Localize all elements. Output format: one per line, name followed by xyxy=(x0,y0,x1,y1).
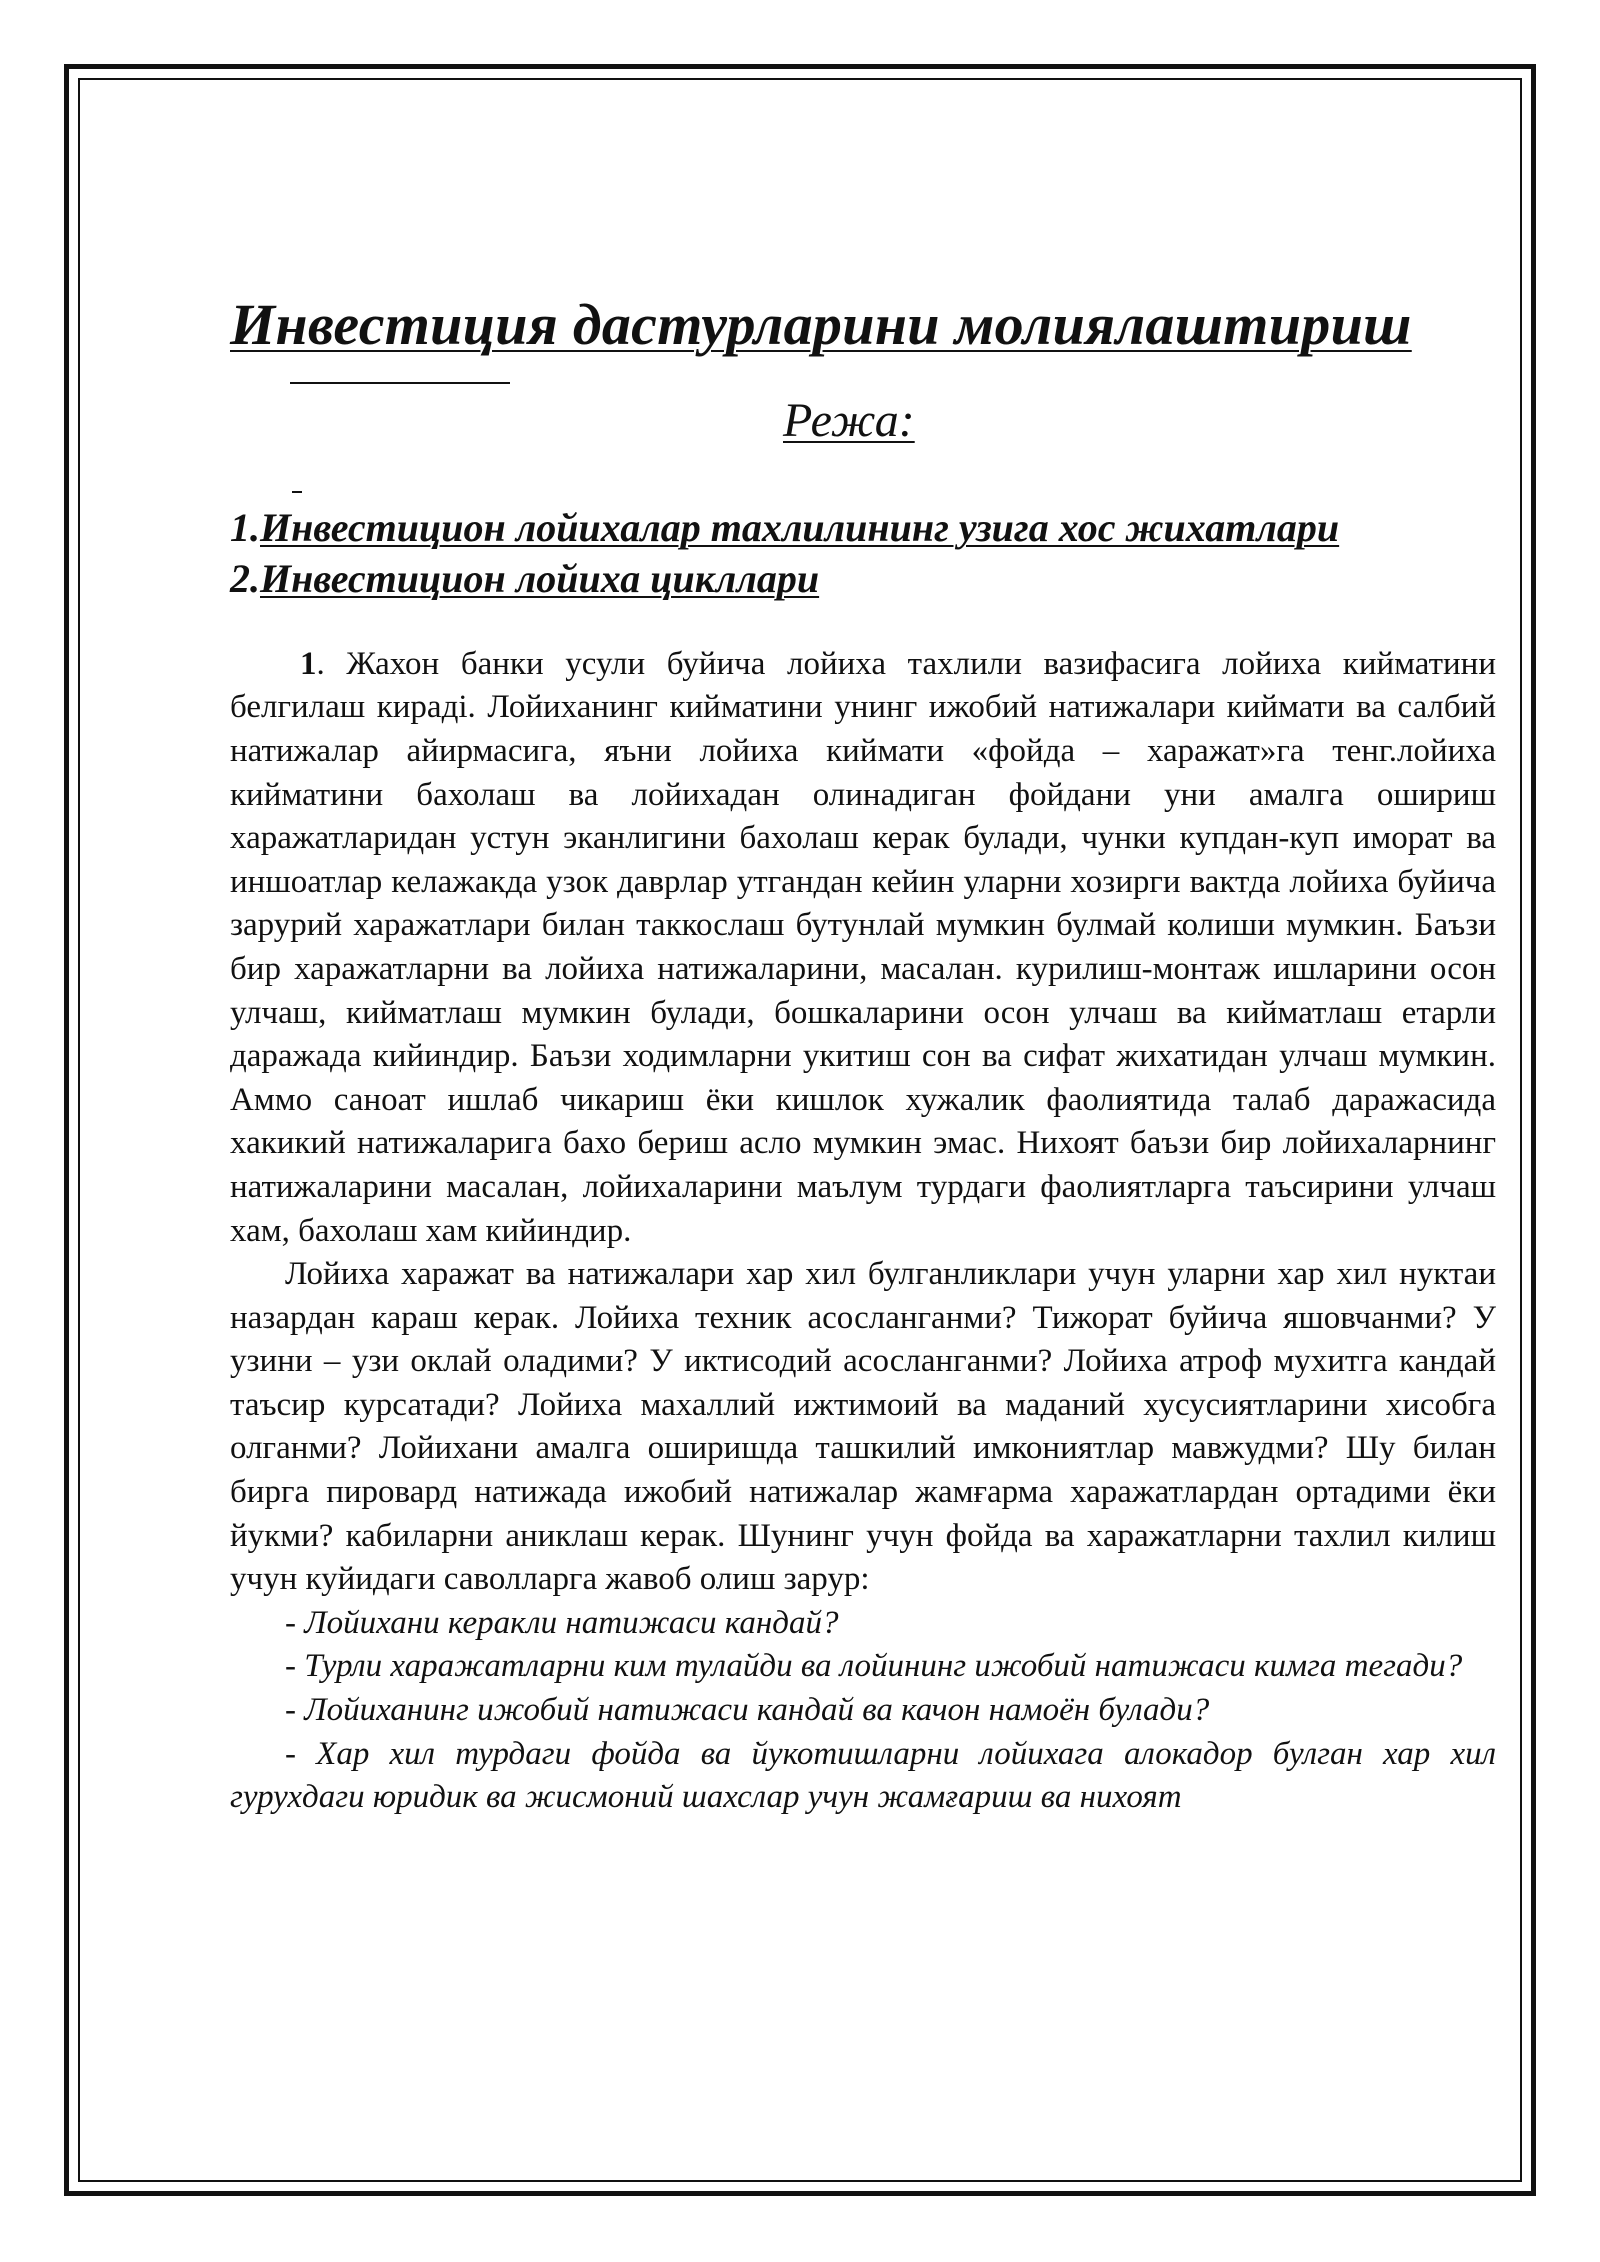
plan-item-number: 2. xyxy=(230,555,260,601)
plan-item-number: 1. xyxy=(230,505,260,551)
paragraph-1-text: . Жахон банки усули буйича лойиха тахлили вазифасига лойиха кийматини белгилаш кирадi. Лойиханинг кийматини унинг ижобий натижалари киймати ва салбий натижалар айирмасига, яъни лойиха киймати «фойда – харажат»га тенг.лойиха кийматини бахолаш ва лойихадан олинадиган фойдани уни амалга ошириш харажатларидан устун эканлигини бахолаш керак булади, чунки купдан-куп иморат ва иншоатлар келажакда узок даврлар утгандан кейин уларни хозирги вактда лойиха буйича зарурий харажатлари билан таккослаш бутунлай мумкин булмай колиши мумкин. Баъзи бир харажатларни ва лойиха натижаларини, масалан. курилиш-монтаж ишларини осон улчаш, кийматлаш мумкин булади, бошкаларини осон улчаш ва кийматлаш етарли даражада кийиндир. Баъзи ходимларни укитиш сон ва сифат жихатидан улчаш мумкин. Аммо саноат ишлаб чикариш ёки кишлок хужалик фаолиятида талаб даражасида хакикий натижаларига бахо бериш асло мумкин эмас. Нихоят баъзи бир лойихаларнинг натижаларини масалан, лойихаларини маълум турдаги фаолиятларга таъсирини улчаш хам, бахолаш хам кийиндир. xyxy=(230,645,1496,1249)
plan-heading: Режа: xyxy=(783,393,915,447)
question-item-4: - Хар хил турдаги фойда ва йукотишларни лойихага алокадор булган хар хил гурухдаги юридик ва жисмоний шахслар учун жамғариш ва нихоят xyxy=(230,1735,1496,1816)
plan-item-1 xyxy=(230,503,1496,554)
document-content xyxy=(230,290,1496,1820)
dash-mark xyxy=(292,491,302,493)
question-item-1: - Лойихани керакли натижаси кандай? xyxy=(285,1604,839,1641)
plan-item-text: Инвестицион лойиха цикллари xyxy=(260,555,820,601)
paragraph-2: Лойиха харажат ва натижалари хар хил булганликлари учун уларни хар хил нуктаи назардан караш керак. Лойиха техник асосланганми? Тижорат буйича яшовчанми? У узини – узи оклай оладими? У иктисодий асосланганми? Лойиха атроф мухитга кандай таъсир курсатади? Лойиха махаллий ижтимоий ва маданий хусусиятларини хисобга олганми? Лойихани амалга оширишда ташкилий имкониятлар мавжудми? Шу билан бирга пировард натижада ижобий натижалар жамғарма харажатлардан ортадими ёки йукми? кабиларни аниклаш керак. Шунинг учун фойда ва харажатларни тахлил килиш учун куйидаги саволларга жавоб олиш зарур: xyxy=(230,1256,1496,1598)
question-item-2: - Турли харажатларни ким тулайди ва лойининг ижобий натижаси кимга тегади? xyxy=(285,1648,1463,1685)
plan-list xyxy=(230,503,1496,605)
paragraph-1 xyxy=(230,643,1496,1253)
short-horizontal-rule xyxy=(290,382,510,384)
document-title: Инвестиция дастурларини молиялаштириш xyxy=(230,292,1412,357)
body-text xyxy=(230,643,1496,1820)
section-number: 1 xyxy=(300,645,317,682)
plan-item-2 xyxy=(230,554,1496,605)
plan-item-text: Инвестицион лойихалар тахлилининг узига хос жихатлари xyxy=(260,505,1340,551)
question-item-3: - Лойиханинг ижобий натижаси кандай ва качон намоён булади? xyxy=(285,1692,1210,1729)
